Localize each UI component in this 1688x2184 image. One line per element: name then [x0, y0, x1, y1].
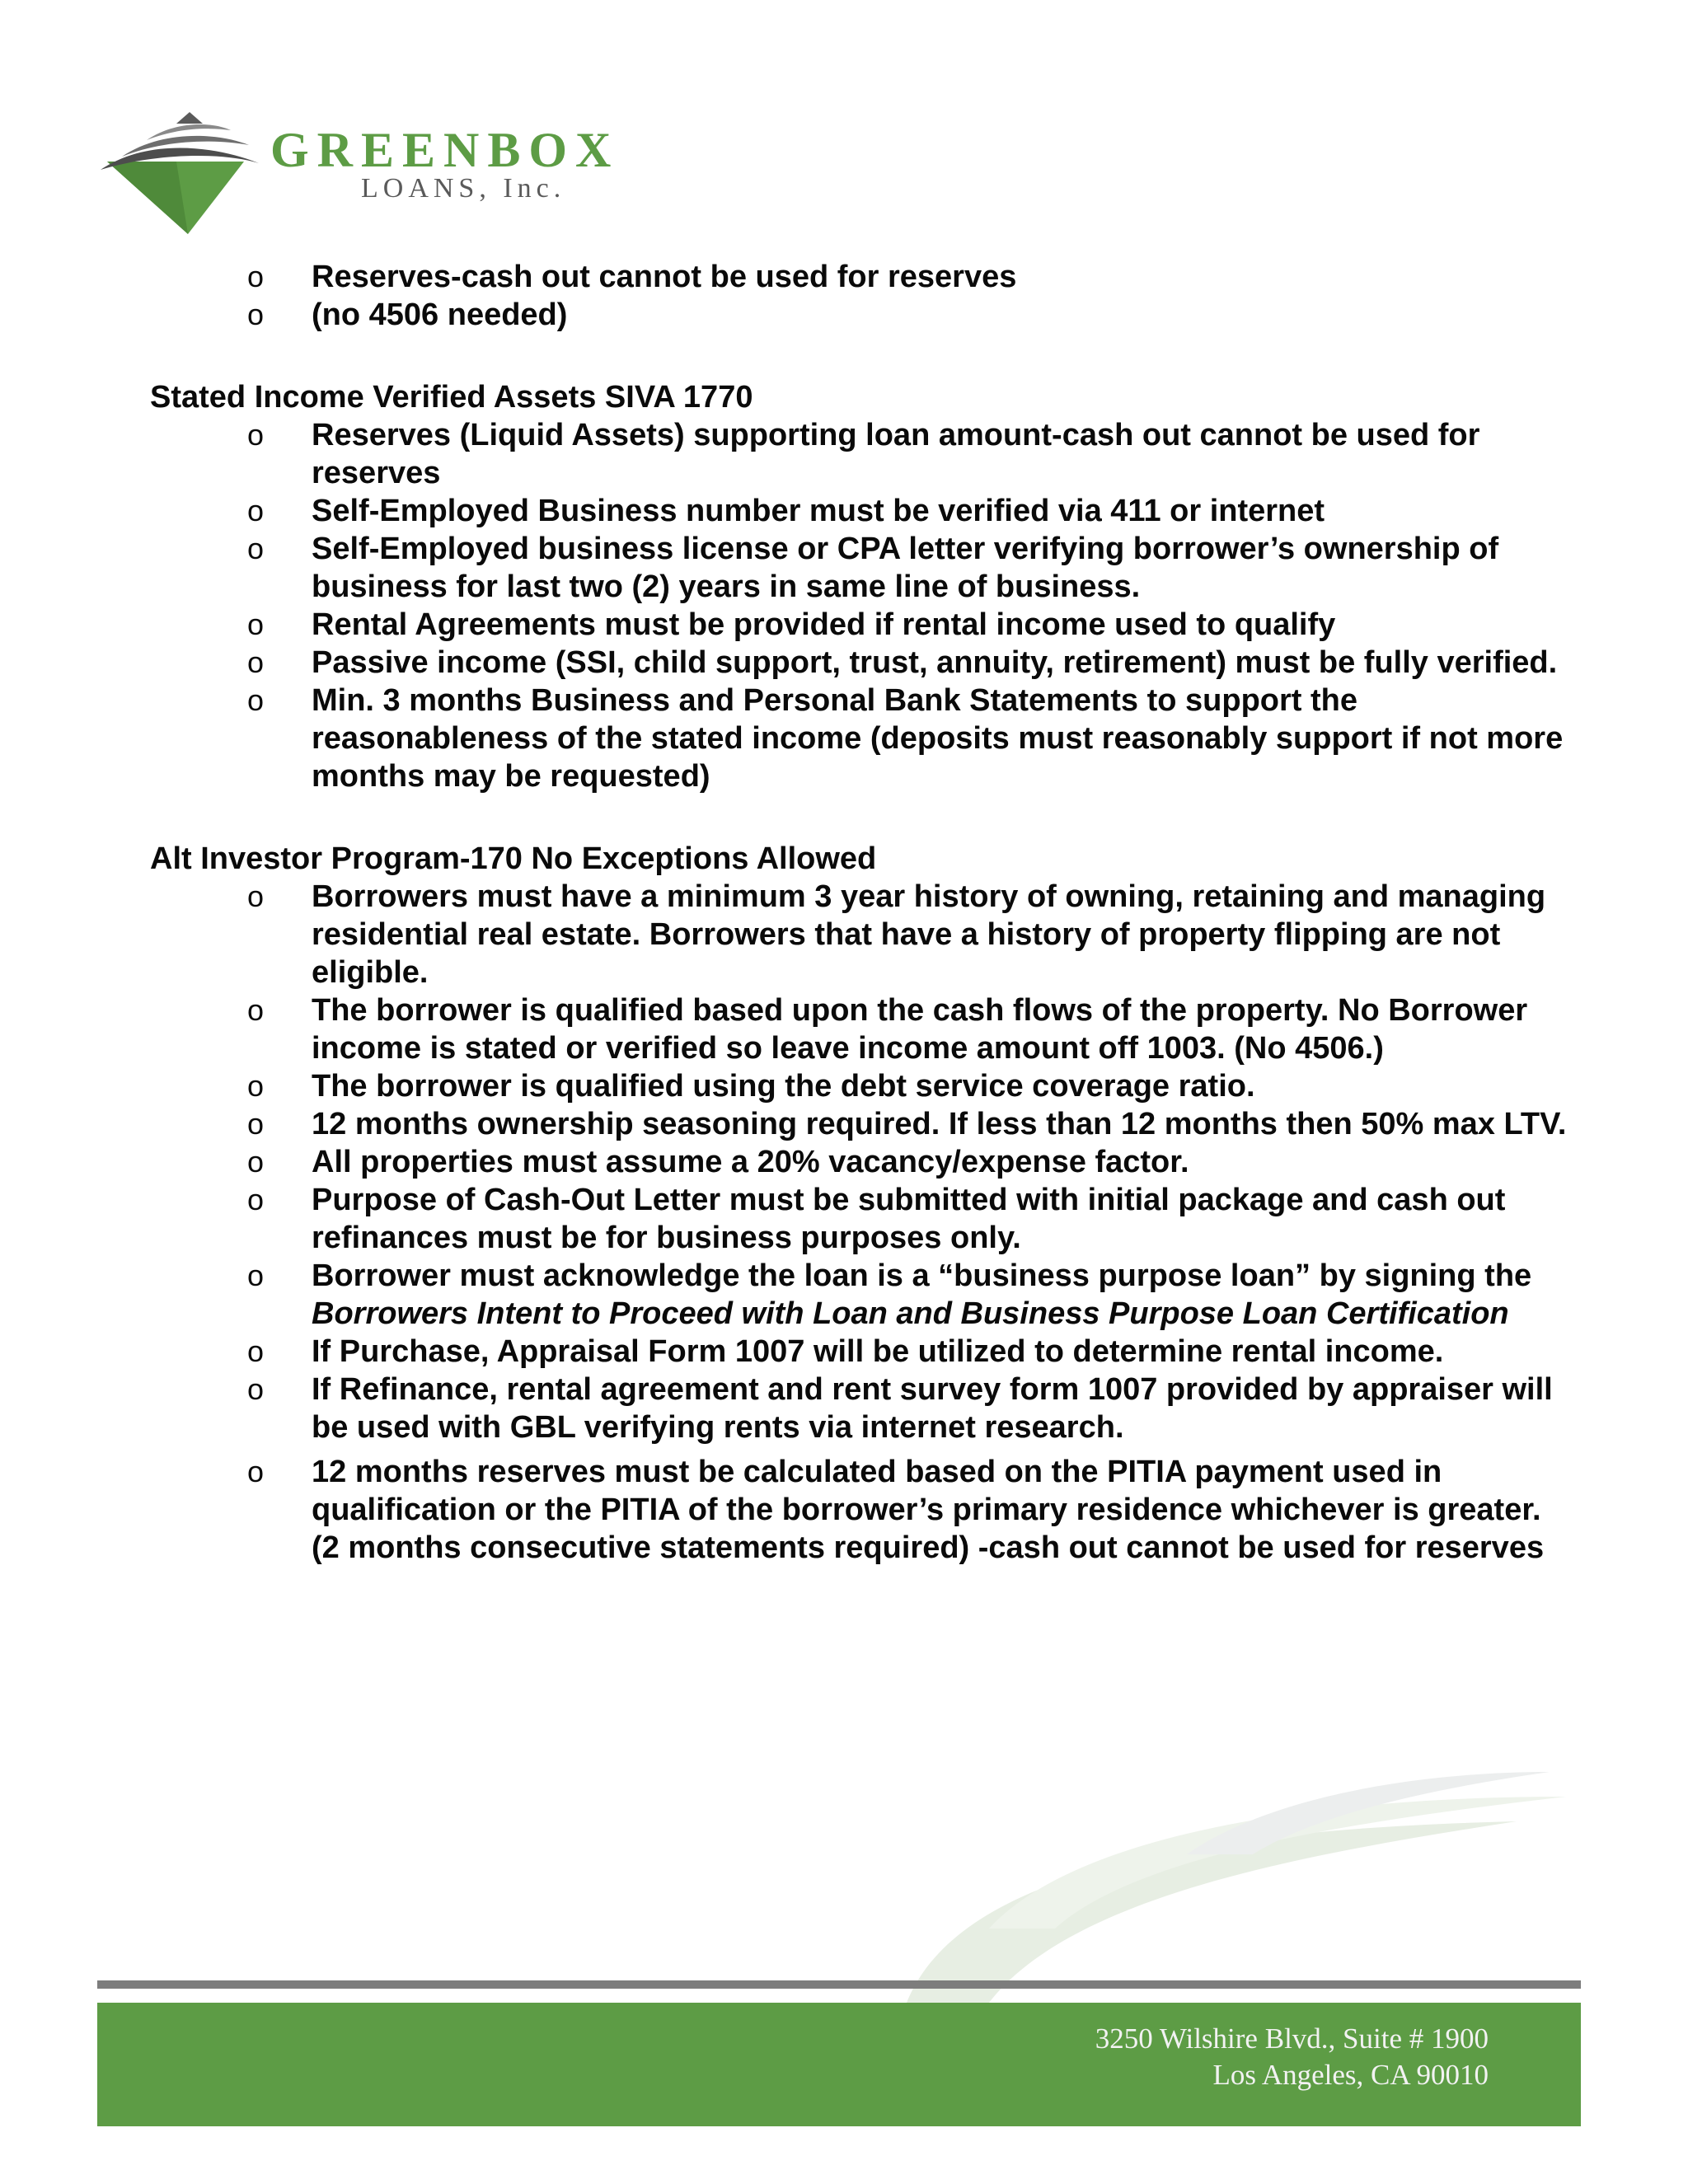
list-item — [150, 1105, 1568, 1143]
bullet-marker: o — [247, 418, 265, 452]
greenbox-logo-icon — [97, 105, 262, 237]
list-item — [150, 1181, 1568, 1257]
bullet-marker: o — [247, 1455, 265, 1488]
list-item-text: Borrowers must have a minimum 3 year history of owning, retaining and managing residential real estate. Borrowers that have a history of property flipping are not eligible. — [312, 879, 1546, 990]
list-item — [150, 644, 1568, 682]
section-heading-siva: Stated Income Verified Assets SIVA 1770 — [150, 380, 753, 415]
list-item-text: Self-Employed Business number must be verified via 411 or internet — [312, 494, 1325, 528]
list-item-text: All properties must assume a 20% vacancy/expense factor. — [312, 1145, 1189, 1179]
list-item-text: Rental Agreements must be provided if rental income used to qualify — [312, 607, 1336, 642]
list-item-text: Min. 3 months Business and Personal Bank Statements to support the reasonableness of the stated income (deposits must reasonably support if not more months may be requested) — [312, 683, 1564, 794]
logo-subtitle: LOANS, Inc. — [361, 173, 566, 204]
siva-bullet-list — [150, 416, 1568, 795]
footer-band — [97, 2003, 1581, 2126]
bullet-marker: o — [247, 298, 265, 331]
alt-investor-bullet-list — [150, 878, 1568, 1567]
list-item — [150, 492, 1568, 530]
list-item-text: If Refinance, rental agreement and rent survey form 1007 provided by appraiser will be used with GBL verifying rents via internet research. — [312, 1372, 1553, 1445]
list-item-text: The borrower is qualified based upon the cash flows of the property. No Borrower income is stated or verified so leave income amount off 1003. (No 4506.) — [312, 993, 1528, 1066]
list-item — [150, 878, 1568, 991]
document-body — [150, 258, 1568, 1567]
bullet-marker: o — [247, 1145, 265, 1179]
footer-divider — [97, 1980, 1581, 1989]
bullet-marker: o — [247, 1258, 265, 1292]
watermark-swirl — [890, 1764, 1582, 2011]
list-item — [150, 416, 1568, 492]
list-item-text: Purpose of Cash-Out Letter must be submitted with initial package and cash out refinances must be for business purposes only. — [312, 1183, 1506, 1255]
footer-address — [1095, 2021, 1489, 2093]
list-item-text: If Purchase, Appraisal Form 1007 will be utilized to determine rental income. — [312, 1334, 1444, 1369]
address-line-1: 3250 Wilshire Blvd., Suite # 1900 — [1095, 2022, 1489, 2055]
bullet-marker: o — [247, 645, 265, 679]
bullet-marker: o — [247, 494, 265, 527]
bullet-marker: o — [247, 1372, 265, 1406]
list-item-text: Passive income (SSI, child support, trust, annuity, retirement) must be fully verified. — [312, 645, 1558, 680]
bullet-marker: o — [247, 1107, 265, 1141]
logo-wordmark: GREENBOX — [270, 123, 620, 177]
bullet-marker: o — [247, 993, 265, 1027]
list-item — [150, 1067, 1568, 1105]
bullet-marker: o — [247, 1069, 265, 1103]
bullet-marker: o — [247, 879, 265, 913]
list-item — [150, 258, 1568, 296]
list-item-text: Reserves-cash out cannot be used for reserves — [312, 260, 1017, 294]
list-item — [150, 606, 1568, 644]
list-item — [150, 682, 1568, 795]
list-item — [150, 1257, 1568, 1333]
company-logo — [97, 105, 674, 237]
list-item — [150, 1143, 1568, 1181]
list-item — [150, 1371, 1568, 1446]
list-item — [150, 530, 1568, 606]
list-item-italic-text: Borrowers Intent to Proceed with Loan and Business Purpose Loan Certification — [312, 1296, 1509, 1331]
list-item — [150, 991, 1568, 1067]
list-item — [150, 1453, 1568, 1567]
bullet-marker: o — [247, 1183, 265, 1216]
list-item-text: Reserves (Liquid Assets) supporting loan amount-cash out cannot be used for reserves — [312, 418, 1480, 490]
top-bullet-list — [150, 258, 1568, 334]
bullet-marker: o — [247, 532, 265, 565]
list-item-text: Self-Employed business license or CPA letter verifying borrower’s ownership of business for last two (2) years in same line of business. — [312, 532, 1499, 604]
bullet-marker: o — [247, 607, 265, 641]
list-item-text: The borrower is qualified using the debt service coverage ratio. — [312, 1069, 1255, 1104]
list-item-text: 12 months reserves must be calculated based on the PITIA payment used in qualification or the PITIA of the borrower’s primary residence whichever is greater. (2 months consecutive statements required) -cash out cannot be used for reserves — [312, 1455, 1545, 1565]
bullet-marker: o — [247, 260, 265, 293]
section-heading-alt-investor: Alt Investor Program-170 No Exceptions Allowed — [150, 841, 877, 876]
bullet-marker: o — [247, 1334, 265, 1368]
list-item-text: Borrower must acknowledge the loan is a “business purpose loan” by signing the — [312, 1258, 1532, 1293]
list-item-text: (no 4506 needed) — [312, 298, 568, 332]
bullet-marker: o — [247, 683, 265, 717]
list-item — [150, 1333, 1568, 1371]
list-item — [150, 296, 1568, 334]
list-item-text: 12 months ownership seasoning required. If less than 12 months then 50% max LTV. — [312, 1107, 1567, 1141]
address-line-2: Los Angeles, CA 90010 — [1212, 2059, 1489, 2091]
